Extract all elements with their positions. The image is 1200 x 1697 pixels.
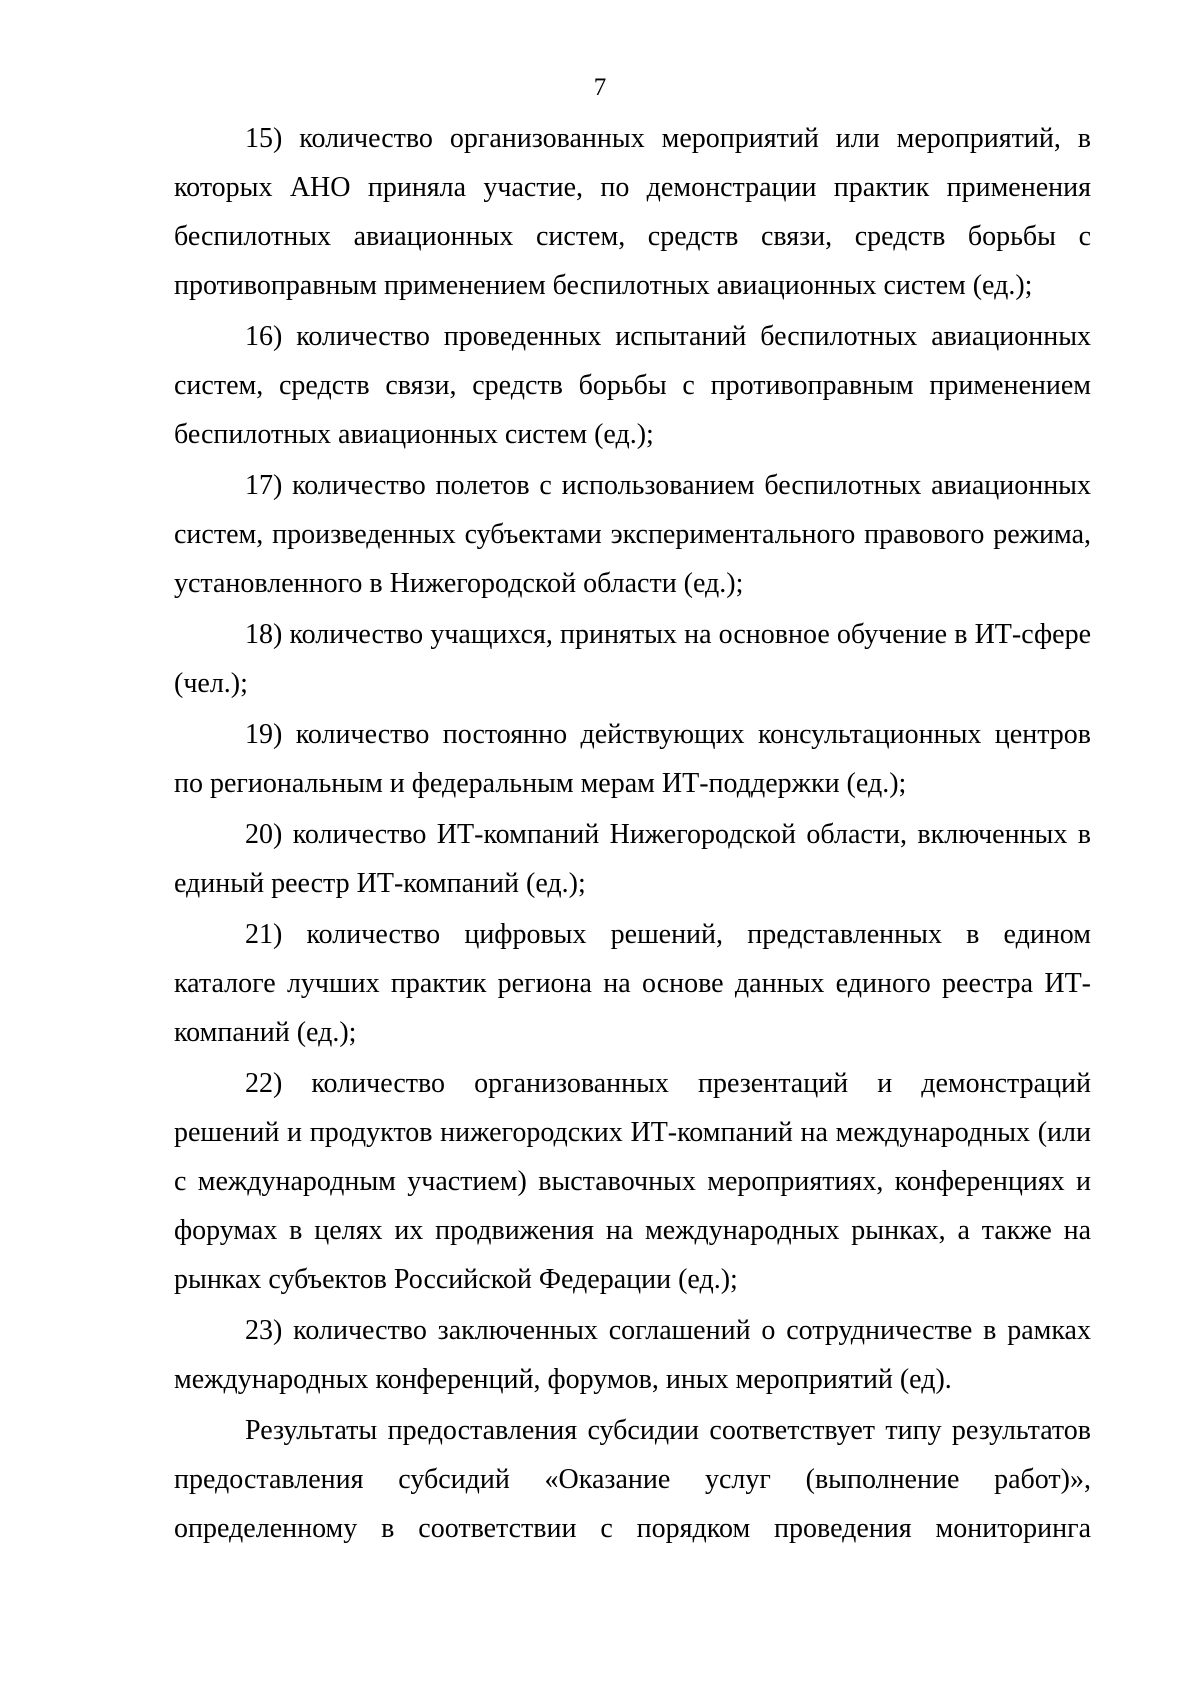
list-item-16: 16) количество проведенных испытаний беспилотных авиационных систем, средств связи, средств борьбы с противоправным применением беспилотных авиационных систем (ед.); [174,321,1091,450]
list-item-22: 22) количество организованных презентаций и демонстраций решений и продуктов нижегородских ИТ-компаний на международных (или с международным участием) выставочных мероприятиях, конференциях и форумах в целях их продвижения на международных рынках, а также на рынках субъектов Российской Федерации (ед.); [174,1068,1091,1295]
list-item-17: 17) количество полетов с использованием беспилотных авиационных систем, произведенных субъектами экспериментального правового режима, установленного в Нижегородской области (ед.); [174,470,1091,599]
list-item-20: 20) количество ИТ-компаний Нижегородской области, включенных в единый реестр ИТ-компаний (ед.); [174,819,1091,899]
list-item-21: 21) количество цифровых решений, представленных в едином каталоге лучших практик региона на основе данных единого реестра ИТ-компаний (ед.); [174,919,1091,1048]
list-item-15: 15) количество организованных мероприятий или мероприятий, в которых АНО приняла участие, по демонстрации практик применения беспилотных авиационных систем, средств связи, средств борьбы с противоправным применением беспилотных авиационных систем (ед.); [174,123,1091,301]
list-item-19: 19) количество постоянно действующих консультационных центров по региональным и федеральным мерам ИТ-поддержки (ед.); [174,719,1091,799]
page-number: 7 [593,74,607,101]
results-paragraph: Результаты предоставления субсидии соответствует типу результатов предоставления субсидий «Оказание услуг (выполнение работ)», определенному в соответствии с порядком проведения мониторинга [174,1415,1091,1544]
list-item-23: 23) количество заключенных соглашений о сотрудничестве в рамках международных конференций, форумов, иных мероприятий (ед). [174,1315,1091,1395]
document-body [174,114,1091,1555]
list-item-18: 18) количество учащихся, принятых на основное обучение в ИТ-сфере (чел.); [174,619,1091,699]
